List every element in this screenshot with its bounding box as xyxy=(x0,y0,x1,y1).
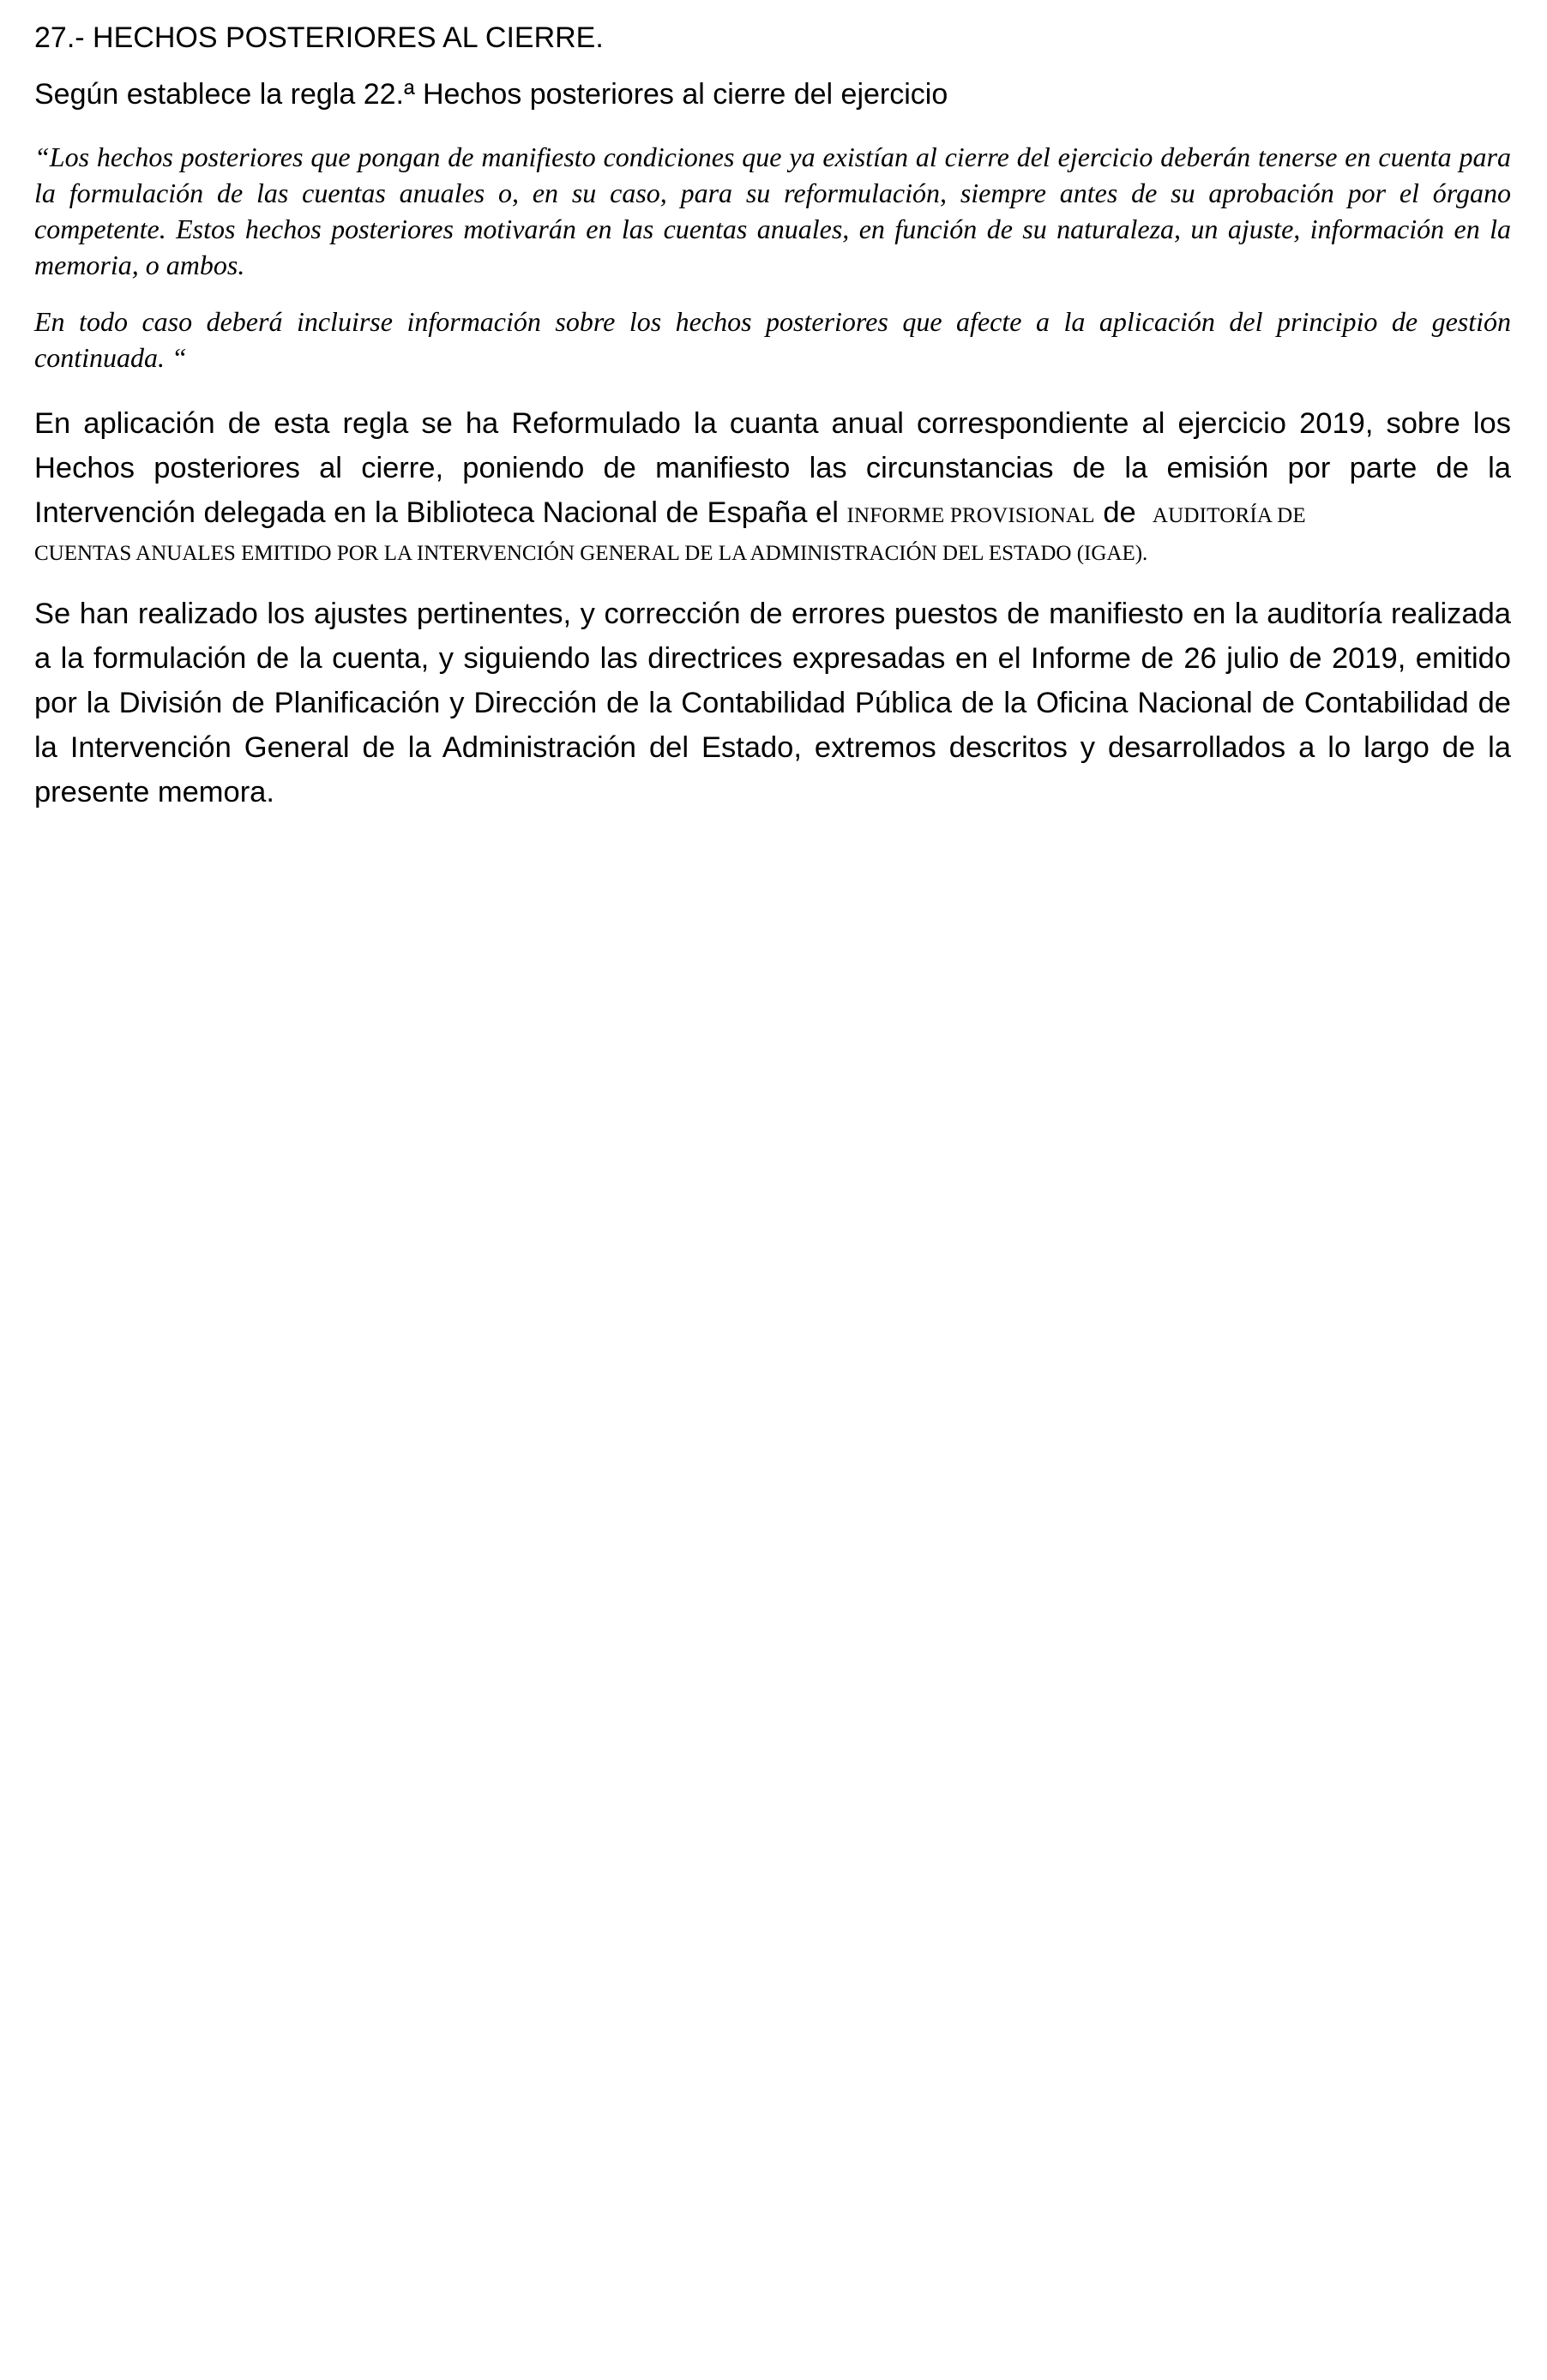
quoted-rule xyxy=(34,139,1511,376)
quote-paragraph-1: “Los hechos posteriores que pongan de manifiesto condiciones que ya existían al cierre del ejercicio deberán tenerse en cuenta para la formulación de las cuentas anuales o, en su caso, para su reformulación, siempre antes de su aprobación por el órgano competente. Estos hechos posteriores motivarán en las cuentas anuales, en función de su naturaleza, un ajuste, información en la memoria, o ambos. xyxy=(34,141,1511,280)
rule-reference: Según establece la regla 22.ª Hechos posteriores al cierre del ejercicio xyxy=(34,78,948,111)
report-type-caps: AUDITORÍA DE xyxy=(1152,504,1306,527)
body-paragraph-2: Se han realizado los ajustes pertinentes, y corrección de errores puestos de manifiesto en la auditoría realizada a la formulación de la cuenta, y siguiendo las directrices expresadas en el Informe de 26 julio de 2019, emitido por la División de Planificación y Dirección de la Contabilidad Pública de la Oficina Nacional de Contabilidad de la Intervención General de la Administración del Estado, extremos descritos y desarrollados a lo largo de la presente memora. xyxy=(34,598,1511,808)
quote-paragraph-2: En todo caso deberá incluirse información sobre los hechos posteriores que afecte a la aplicación del principio de gestión continuada. “ xyxy=(34,306,1511,373)
body-paragraph-1-text: En aplicación de esta regla se ha Reformulado la cuanta anual correspondiente al ejercicio 2019, sobre los Hechos posteriores al cierre, poniendo de manifiesto las circunstancias de la emisión por parte de la Intervención delegada en la Biblioteca Nacional de España el xyxy=(34,407,1511,529)
report-issuer-caps: CUENTAS ANUALES EMITIDO POR LA INTERVENCIÓN GENERAL DE LA ADMINISTRACIÓN DEL ESTADO (IGAE). xyxy=(34,542,1148,565)
report-name-caps: INFORME PROVISIONAL xyxy=(846,504,1095,527)
document-page xyxy=(34,0,1511,814)
body-paragraph-1-de: de xyxy=(1103,496,1136,529)
body-paragraph-1 xyxy=(34,401,1511,569)
section-heading: 27.- HECHOS POSTERIORES AL CIERRE. xyxy=(34,21,604,54)
